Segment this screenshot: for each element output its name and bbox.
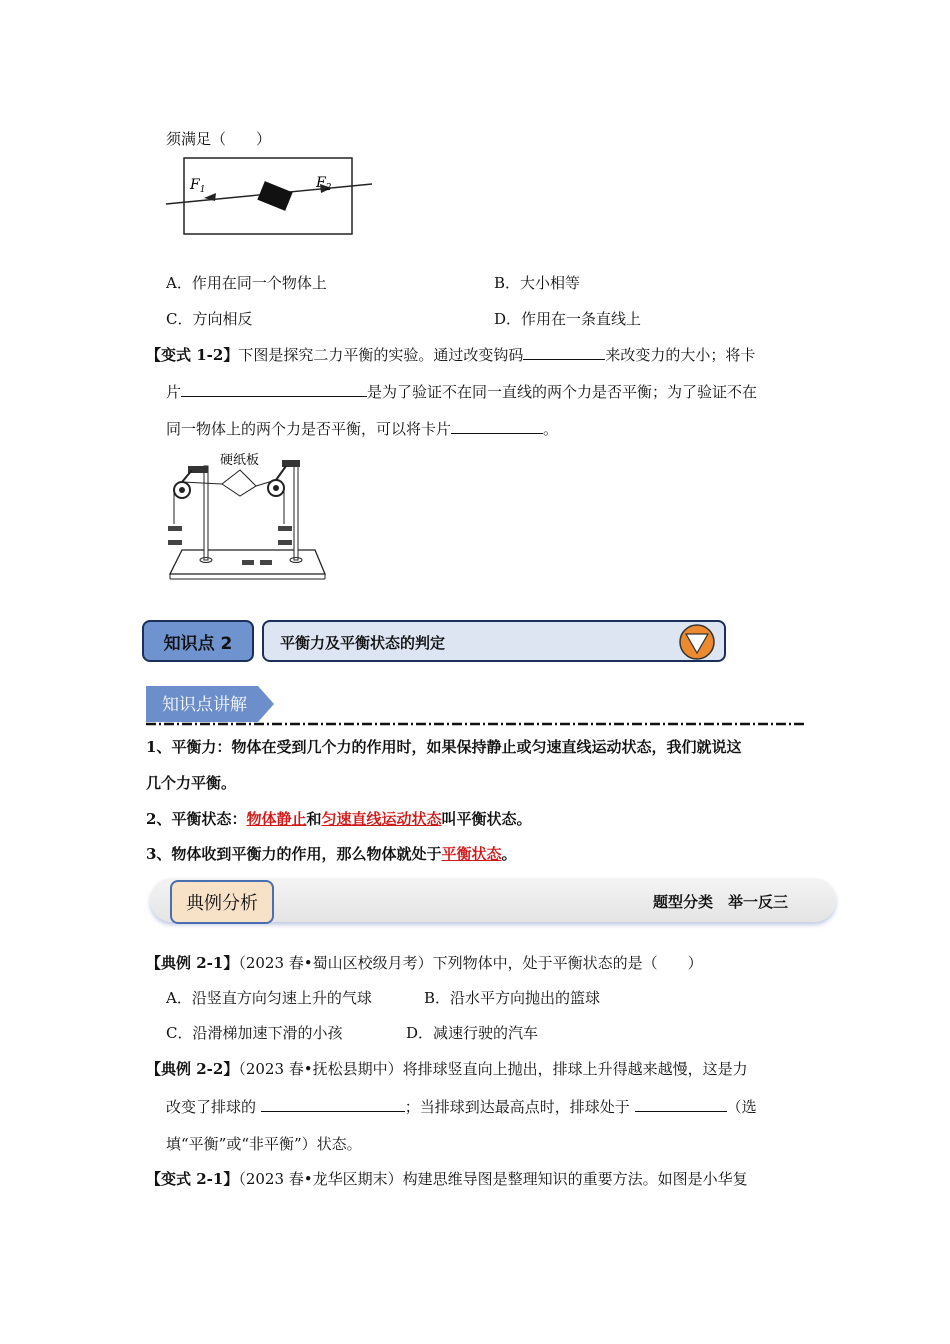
variant-2-1: 【变式 2-1】（2023 春•龙华区期末）构建思维导图是整理知识的重要方法。如图是小华复 bbox=[146, 1170, 748, 1188]
knowledge-point-bar bbox=[262, 620, 726, 662]
option-a: A．作用在同一个物体上 bbox=[166, 274, 327, 292]
point-2: 2、平衡状态：物体静止和匀速直线运动状态叫平衡状态。 bbox=[146, 810, 532, 828]
example-2-2-line2: 改变了排球的 ；当排球到达最高点时，排球处于 （选 bbox=[166, 1098, 757, 1116]
example-right-text: 题型分类 举一反三 bbox=[652, 893, 788, 911]
right-clamp bbox=[282, 460, 300, 467]
answer-blank[interactable] bbox=[635, 1097, 727, 1112]
left-weight bbox=[168, 540, 182, 545]
explain-header bbox=[146, 686, 806, 730]
spare-weight bbox=[260, 560, 272, 565]
answer-uniform-motion: 匀速直线运动状态 bbox=[321, 810, 442, 828]
dropdown-triangle-icon[interactable] bbox=[678, 623, 716, 661]
example-2-2-line3: 填“平衡”或“非平衡”）状态。 bbox=[166, 1135, 362, 1153]
explain-tag-label: 知识点讲解 bbox=[162, 695, 247, 715]
apparatus-diagram bbox=[160, 448, 335, 582]
option-c: C．方向相反 bbox=[166, 310, 253, 328]
answer-blank[interactable] bbox=[451, 419, 543, 434]
right-weight bbox=[278, 540, 292, 545]
ex21-option-b: B．沿水平方向抛出的篮球 bbox=[424, 989, 601, 1007]
example-2-2-line1: 【典例 2-2】（2023 春•抚松县期中）将排球竖直向上抛出，排球上升得越来越慢，这是力 bbox=[146, 1060, 748, 1078]
knowledge-point-badge: 知识点 2 bbox=[142, 620, 254, 662]
example-2-1: 【典例 2-1】（2023 春•蜀山区校级月考）下列物体中，处于平衡状态的是（ ） bbox=[146, 954, 703, 972]
f2-label: $F_2$ bbox=[316, 175, 332, 193]
point-1-line1: 1、平衡力：物体在受到几个力的作用时，如果保持静止或匀速直线运动状态，我们就说这 bbox=[146, 738, 742, 756]
example-tag: 【典例 2-2】 bbox=[146, 1060, 239, 1078]
knowledge-point-title: 平衡力及平衡状态的判定 bbox=[280, 634, 446, 652]
ex21-option-d: D．减速行驶的汽车 bbox=[406, 1024, 539, 1042]
answer-blank[interactable] bbox=[181, 382, 367, 397]
left-pole bbox=[204, 466, 208, 560]
ex21-option-a: A．沿竖直方向匀速上升的气球 bbox=[166, 989, 372, 1007]
variant-1-2-line2: 片 是为了验证不在同一直线的两个力是否平衡；为了验证不在 bbox=[166, 383, 758, 401]
right-weight bbox=[278, 526, 292, 531]
variant-tag: 【变式 1-2】 bbox=[146, 346, 239, 364]
example-tag: 【典例 2-1】 bbox=[146, 954, 239, 972]
variant-tag: 【变式 2-1】 bbox=[146, 1170, 239, 1188]
variant-1-2-line1: 【变式 1-2】下图是探究二力平衡的实验。通过改变钩码 来改变力的大小；将卡 bbox=[146, 346, 756, 364]
block bbox=[257, 181, 292, 211]
left-weight bbox=[168, 526, 182, 531]
ex21-option-c: C．沿滑梯加速下滑的小孩 bbox=[166, 1024, 343, 1042]
option-b: B．大小相等 bbox=[494, 274, 581, 292]
answer-blank[interactable] bbox=[261, 1097, 405, 1112]
option-d: D．作用在一条直线上 bbox=[494, 310, 642, 328]
right-pole bbox=[294, 462, 298, 560]
answer-balance-state: 平衡状态 bbox=[441, 845, 502, 863]
point-1-line2: 几个力平衡。 bbox=[146, 774, 237, 792]
example-analysis-tag: 典例分析 bbox=[170, 880, 274, 924]
answer-blank[interactable] bbox=[523, 345, 605, 360]
force-diagram bbox=[160, 156, 380, 238]
card bbox=[222, 470, 256, 496]
variant-1-2-line3: 同一物体上的两个力是否平衡，可以将卡片 。 bbox=[166, 420, 559, 438]
answer-static: 物体静止 bbox=[246, 810, 307, 828]
question-tail: 须满足（ ） bbox=[166, 130, 272, 148]
point-3: 3、物体收到平衡力的作用，那么物体就处于平衡状态。 bbox=[146, 845, 517, 863]
card-label: 硬纸板 bbox=[220, 453, 260, 468]
f1-label: $F_1$ bbox=[190, 177, 206, 195]
spare-weight bbox=[242, 560, 254, 565]
